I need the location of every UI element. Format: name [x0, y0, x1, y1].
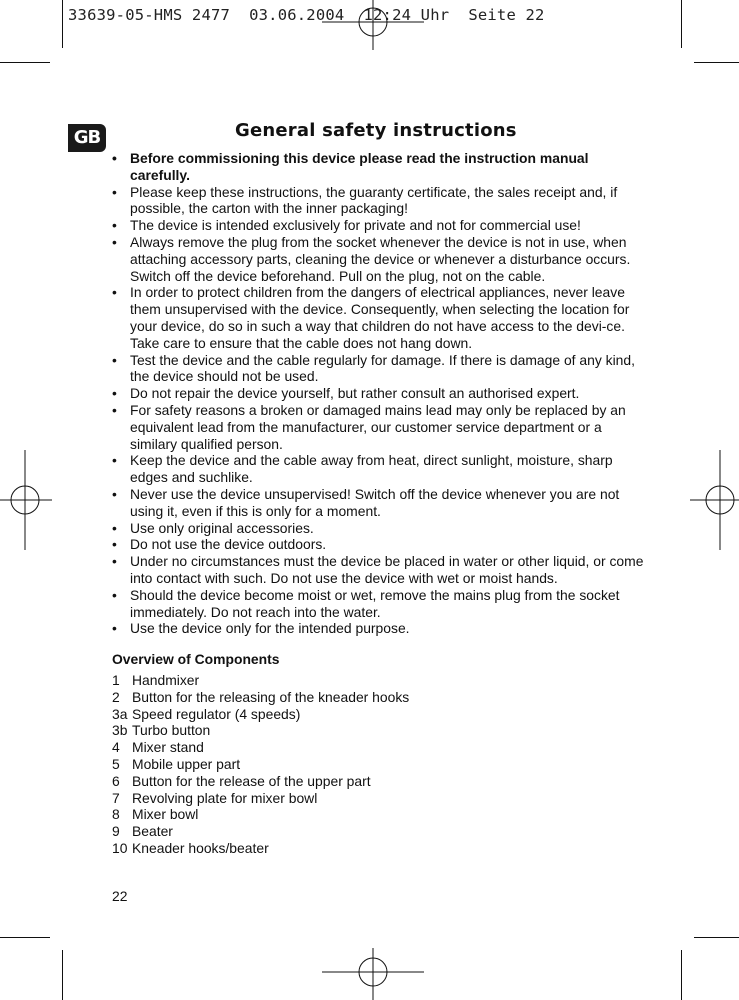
component-number: 7 [112, 789, 120, 806]
component-item [112, 806, 409, 823]
safety-item: • Keep the device and the cable away from heat, direct sunlight, moisture, sharp edges and suchlike. [112, 452, 647, 486]
component-number: 8 [112, 806, 120, 823]
safety-instructions-list [112, 150, 647, 637]
overview-heading: Overview of Components [112, 651, 280, 667]
crop-mark-bottom-right-v [681, 950, 682, 1000]
page-title: General safety instructions [235, 120, 517, 141]
safety-item: • Before commissioning this device please read the instruction manual carefully. [112, 150, 647, 184]
component-item [112, 672, 409, 689]
component-label: Speed regulator (4 speeds) [132, 705, 301, 722]
component-number: 3b [112, 722, 128, 739]
safety-item: • Please keep these instructions, the guaranty certificate, the sales receipt and, if possible, the carton with the inner packaging! [112, 184, 647, 218]
safety-item: • Always remove the plug from the socket whenever the device is not in use, when attaching accessory parts, cleaning the device or whenever a disturbance occurs. Switch off the device beforehand. Pull on the plug, not on the cable. [112, 234, 647, 284]
component-item [112, 790, 409, 807]
safety-item: • Do not use the device outdoors. [112, 536, 647, 553]
component-number: 5 [112, 755, 120, 772]
safety-item: • For safety reasons a broken or damaged mains lead may only be replaced by an equivalent lead from the manufacturer, our customer service department or a similary qualified person. [112, 402, 647, 452]
component-item [112, 689, 409, 706]
safety-item: • Never use the device unsupervised! Switch off the device whenever you are not using it, even if this is only for a moment. [112, 486, 647, 520]
registration-mark-bottom [322, 948, 424, 1000]
component-item [112, 840, 409, 857]
print-slug: 33639-05-HMS 2477 03.06.2004 12:24 Uhr Seite 22 [68, 6, 545, 24]
crop-mark-bottom-right-h [694, 937, 739, 938]
safety-item: • Use only original accessories. [112, 520, 647, 537]
crop-mark-top-left-v [62, 0, 63, 48]
component-label: Button for the releasing of the kneader hooks [132, 688, 410, 705]
safety-item: • Use the device only for the intended purpose. [112, 620, 647, 637]
component-item [112, 722, 409, 739]
crop-mark-top-right-v [681, 0, 682, 48]
registration-mark-top [322, 0, 424, 50]
component-number: 3a [112, 705, 128, 722]
page-number: 22 [112, 888, 128, 904]
component-label: Beater [132, 823, 173, 840]
components-list [112, 672, 409, 857]
component-number: 4 [112, 739, 120, 756]
component-label: Button for the release of the upper part [132, 772, 371, 789]
component-label: Mixer bowl [132, 806, 199, 823]
safety-item: • The device is intended exclusively for private and not for commercial use! [112, 217, 647, 234]
component-item [112, 773, 409, 790]
component-item [112, 739, 409, 756]
component-label: Mobile upper part [132, 755, 241, 772]
component-number: 6 [112, 772, 120, 789]
language-badge: GB [68, 124, 106, 152]
component-number: 1 [112, 672, 120, 688]
component-number: 2 [112, 688, 120, 705]
component-item [112, 823, 409, 840]
component-item [112, 706, 409, 723]
crop-mark-bottom-left-v [62, 950, 63, 1000]
component-label: Kneader hooks/beater [132, 839, 269, 856]
crop-mark-top-left-h [0, 62, 50, 63]
safety-item: • Do not repair the device yourself, but rather consult an authorised expert. [112, 385, 647, 402]
safety-item: • Under no circumstances must the device be placed in water or other liquid, or come into contact with such. Do not use the device with wet or moist hands. [112, 553, 647, 587]
safety-item: • Should the device become moist or wet, remove the mains plug from the socket immediately. Do not reach into the water. [112, 587, 647, 621]
safety-item: • Test the device and the cable regularly for damage. If there is damage of any kind, the device should not be used. [112, 352, 647, 386]
component-number: 9 [112, 823, 120, 840]
component-label: Turbo button [132, 722, 211, 739]
component-label: Handmixer [132, 672, 200, 688]
registration-mark-right [690, 450, 739, 550]
component-label: Mixer stand [132, 739, 204, 756]
crop-mark-top-right-h [694, 62, 739, 63]
component-label: Revolving plate for mixer bowl [132, 789, 318, 806]
registration-mark-left [0, 450, 52, 550]
component-number: 10 [112, 839, 128, 856]
safety-item: • In order to protect children from the dangers of electrical appliances, never leave them unsupervised with the device. Consequently, when selecting the location for your device, do so in such a way that children do not have access to the devi-ce. Take care to ensure that the cable does not hang down. [112, 284, 647, 351]
crop-mark-bottom-left-h [0, 937, 50, 938]
component-item [112, 756, 409, 773]
